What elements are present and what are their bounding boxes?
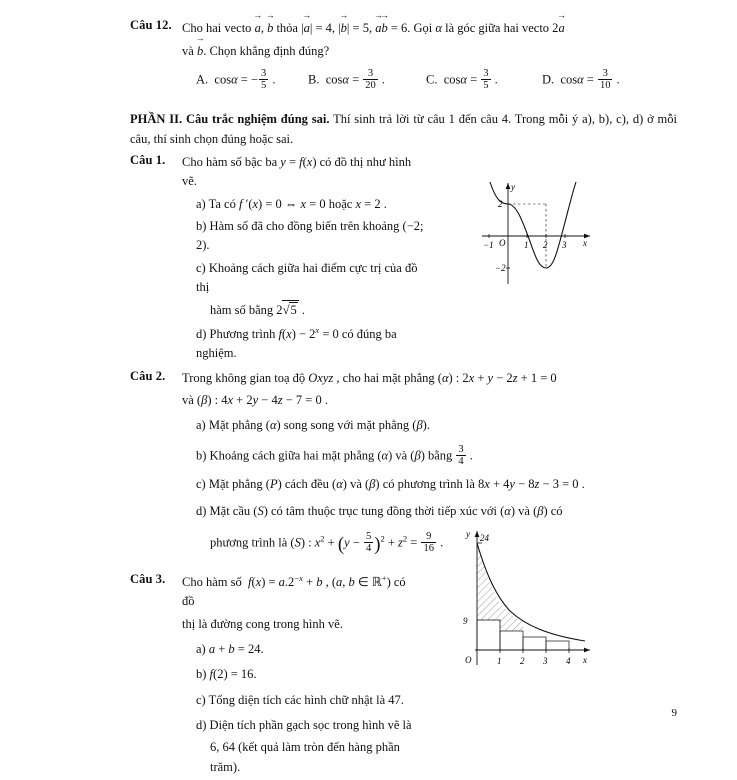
- exponential-graph-svg: [455, 525, 695, 680]
- svg-text:x: x: [583, 238, 587, 248]
- question-3-item-c: c) Tổng diện tích các hình chữ nhật là 47.: [196, 692, 404, 707]
- question-1-stem: Cho hàm số bậc ba y = f(x) có đồ thị như hình vẽ.: [182, 154, 412, 189]
- question-3-stem-line2: thị là đường cong trong hình vẽ.: [182, 616, 343, 631]
- question-2-item-a: a) Mặt phẳng (α) song song với mặt phẳng (β).: [196, 418, 430, 433]
- question-2-item-c: c) Mặt phẳng (P) cách đều (α) và (β) có phương trình là 8x + 4y − 8z − 3 = 0 .: [196, 476, 585, 491]
- question-1-label: Câu 1.: [130, 152, 166, 167]
- question-1-item-b: b) Hàm số đã cho đồng biến trên khoảng (−2; 2).: [196, 218, 424, 253]
- question-3-item-b: b) f(2) = 16.: [196, 667, 257, 682]
- question-2-stem-line2: và (β) : 4x + 2y − 4z − 7 = 0 .: [182, 393, 328, 408]
- svg-text:9: 9: [463, 616, 468, 626]
- svg-text:−2: −2: [495, 263, 506, 273]
- figure-cubic-graph: [470, 178, 685, 298]
- choice-d: D. cosα = $\frac{3}{10}$ .: [542, 67, 620, 91]
- cubic-graph-svg: [470, 178, 685, 293]
- svg-text:3: 3: [543, 656, 548, 666]
- section-2-heading: [130, 109, 677, 149]
- question-12-stem-line1: Cho hai vecto a →, b → thỏa |a →| = 4, |b →| = 5, a →b → = 6. Gọi α là góc giữa hai vecto 2a →: [182, 18, 677, 38]
- choice-a: A. cosα = − $\frac{3}{5}$ .: [196, 67, 276, 91]
- svg-text:−1: −1: [483, 240, 494, 250]
- svg-text:2: 2: [498, 199, 503, 209]
- question-3-stem-line1: Cho hàm số $f(x) = a.2^{-x} + b$ , (a, b ∈ ℝ+) có đồ: [182, 572, 406, 609]
- question-2-stem-line1: Trong không gian toạ độ Oxyz , cho hai mặt phẳng (α) : 2x + y − 2z + 1 = 0: [182, 370, 557, 385]
- svg-text:3: 3: [562, 240, 567, 250]
- question-12: [130, 18, 677, 93]
- question-2-item-d: d) Mặt cầu (S) có tâm thuộc trục tung đồng thời tiếp xúc với (α) và (β) có: [196, 504, 563, 519]
- svg-text:y: y: [511, 182, 515, 192]
- choice-b: B. cosα = $\frac{3}{20}$ .: [308, 67, 385, 91]
- question-2-item-b: b) Khoảng cách giữa hai mặt phẳng (α) và (β) bằng $\frac{3}{4}$ .: [196, 443, 473, 467]
- svg-text:24: 24: [480, 533, 489, 543]
- question-3-item-a: a) a + b = 24.: [196, 641, 264, 656]
- question-1-item-c-cont: hàm số bằng 2√5 .: [182, 300, 427, 320]
- question-3-label: Câu 3.: [130, 571, 166, 586]
- question-12-stem-line2: và b →. Chọn khẳng định đúng?: [182, 41, 677, 61]
- svg-text:1: 1: [497, 656, 502, 666]
- section-2-text: Thí sinh trả lời từ câu 1 đến câu 4. Trong mỗi ý a), b), c), d) ở mỗi câu, thí sinh chọn đúng hoặc sai.: [130, 111, 677, 146]
- question-3-item-d: d) Diện tích phần gạch sọc trong hình vẽ là: [196, 718, 412, 733]
- question-12-choices: [182, 68, 677, 91]
- svg-text:y: y: [466, 529, 470, 539]
- svg-text:x: x: [583, 655, 587, 665]
- svg-text:1: 1: [524, 240, 529, 250]
- svg-text:2: 2: [543, 240, 548, 250]
- question-1-body: [182, 153, 427, 367]
- section-2-title: PHẦN II. Câu trắc nghiệm đúng sai.: [130, 111, 330, 126]
- figure-exponential-graph: [455, 525, 695, 685]
- svg-text:4: 4: [566, 656, 571, 666]
- page-number: 9: [671, 707, 677, 719]
- question-1-item-c: c) Khoảng cách giữa hai điểm cực trị của đồ thị: [196, 260, 418, 295]
- question-3-item-d-cont: 6, 64 (kết quả làm tròn đến hàng phần trăm).: [210, 740, 400, 774]
- question-12-label: Câu 12.: [130, 18, 172, 32]
- svg-text:O: O: [499, 238, 506, 248]
- question-1-item-d: d) Phương trình $f(x) - 2^x = 0$ có đúng ba nghiệm.: [196, 324, 397, 361]
- question-2-item-d-cont: phương trình là (S) : $x^2 + (y$ − $\frac{5}{4}$ )$^2 + z^2$ = $\frac{9}{16}$ .: [210, 530, 444, 555]
- question-12-body: [182, 18, 677, 93]
- question-2-label: Câu 2.: [130, 368, 166, 383]
- question-1-item-a: a) Ta có f ′(x) = 0 ⇔ x = 0 hoặc x = 2 .: [196, 196, 387, 211]
- svg-text:2: 2: [520, 656, 525, 666]
- question-3-body: [182, 572, 417, 780]
- svg-text:O: O: [465, 655, 472, 665]
- choice-c: C. cosα = $\frac{3}{5}$ .: [426, 67, 498, 91]
